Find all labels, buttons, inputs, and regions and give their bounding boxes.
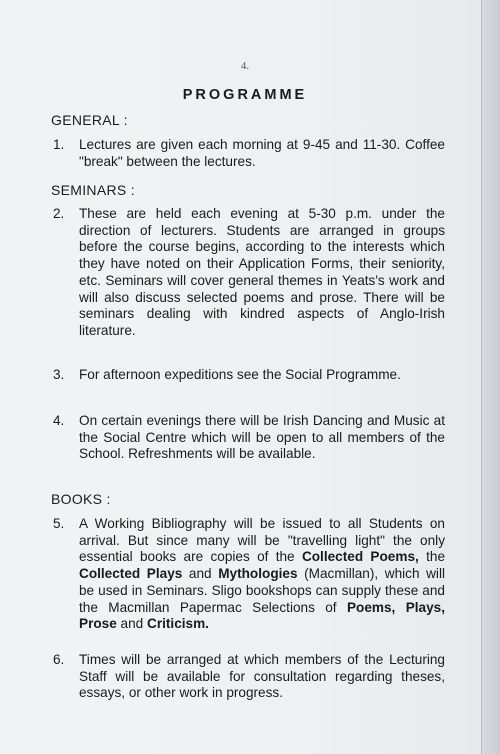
item-text: On certain evenings there will be Irish Dancing and Music at the Social Centre which will be open to all members of the School. Refreshments will be available. <box>79 413 445 462</box>
section-heading-seminars: SEMINARS : <box>51 182 135 198</box>
item-text-rich <box>79 516 445 633</box>
item-number: 2. <box>53 206 65 221</box>
list-item-5 <box>53 516 445 633</box>
page-title: PROGRAMME <box>182 87 308 103</box>
section-heading-general: GENERAL : <box>51 112 128 128</box>
item-number: 5. <box>53 516 65 531</box>
page-number: 4. <box>240 60 250 72</box>
text-run: and <box>116 616 148 632</box>
book-title-collected-poems: Collected Poems, <box>301 549 419 565</box>
item-number: 3. <box>53 367 65 382</box>
list-item-4 <box>53 413 445 463</box>
item-text: These are held each evening at 5-30 p.m. under the direction of lecturers. Students are arranged in groups before the course begins, according to the interests which they have noted on their Application Forms, their seniority, etc. Seminars will cover general themes in Yeats's work and will also discuss selected poems and prose. There will be seminars dealing with kindred aspects of Anglo-Irish literature. <box>79 206 445 338</box>
item-text: Lectures are given each morning at 9-45 and 11-30. Coffee "break" between the lectures. <box>79 137 445 169</box>
list-item-1 <box>53 137 445 170</box>
book-title-collected-plays: Collected Plays <box>79 566 183 582</box>
text-run: (Macmillan), which will be used in Seminars. Sligo bookshops can supply these and the Macmillan Papermac Selections of <box>79 566 445 615</box>
item-number: 4. <box>53 413 65 428</box>
list-item-3 <box>53 367 445 384</box>
list-item-6 <box>53 652 445 702</box>
book-title-poems-plays-prose: Poems, Plays, Prose <box>79 599 445 632</box>
book-title-criticism: Criticism. <box>147 616 209 632</box>
item-number: 1. <box>53 137 65 152</box>
list-item-2 <box>53 206 445 340</box>
text-run: and <box>182 566 219 582</box>
text-run: A Working Bibliography will be issued to all Students on arrival. But since many will be "travelling light" the only essential books are copies of the <box>79 516 445 565</box>
item-number: 6. <box>53 652 65 667</box>
section-heading-books: BOOKS : <box>51 491 111 507</box>
page-spine <box>481 0 500 754</box>
text-run: the <box>418 549 445 565</box>
item-text: Times will be arranged at which members of the Lecturing Staff will be available for consultation regarding theses, essays, or other work in progress. <box>79 652 445 701</box>
item-text: For afternoon expeditions see the Social Programme. <box>79 367 401 382</box>
book-title-mythologies: Mythologies <box>218 566 298 582</box>
